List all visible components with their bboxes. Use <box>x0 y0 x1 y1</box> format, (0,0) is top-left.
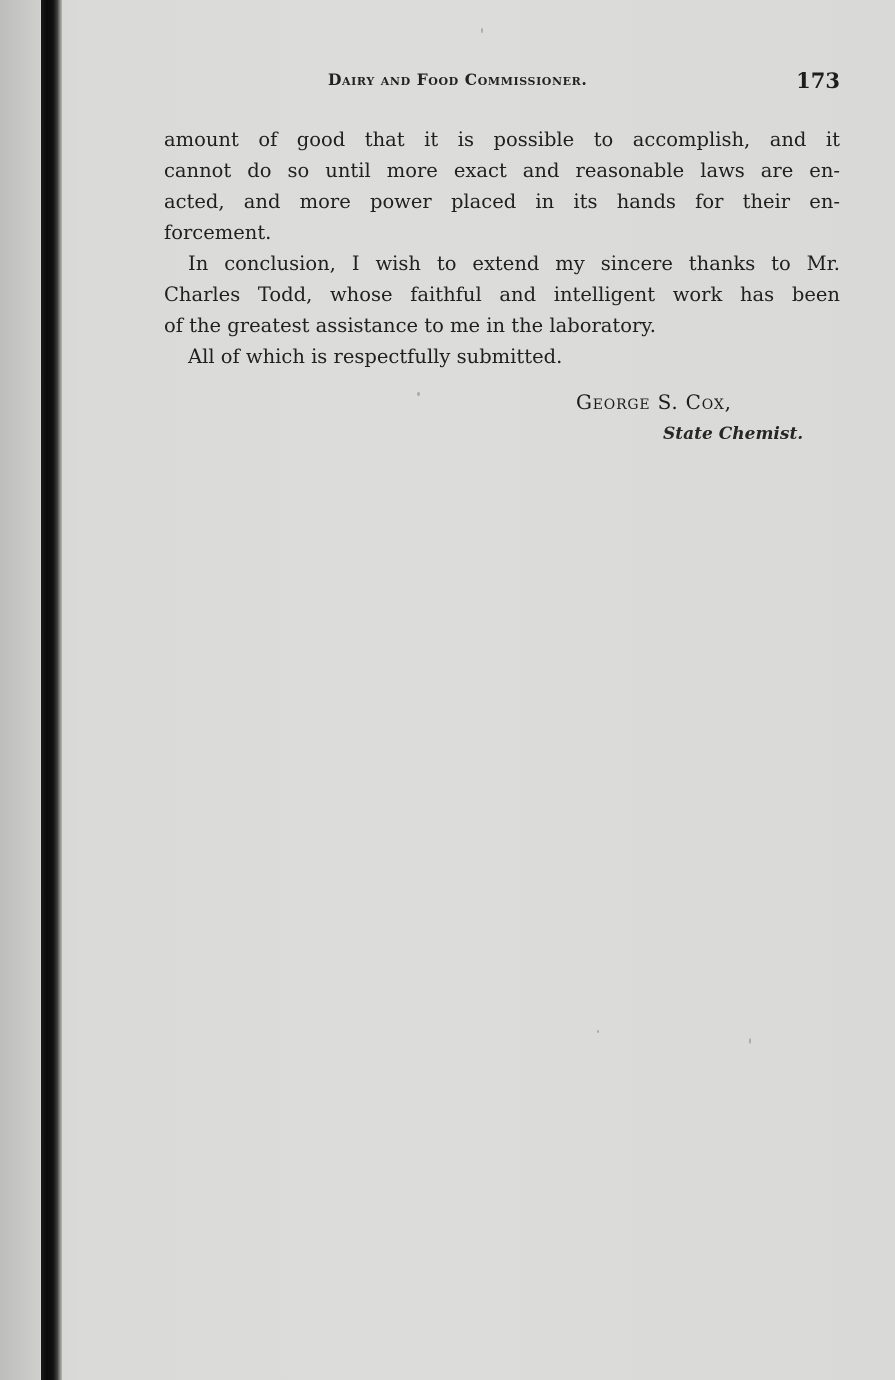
text-line: Charles Todd, whose faithful and intelligent work has been <box>164 283 840 306</box>
signatory-title: State Chemist. <box>663 424 804 444</box>
text-line: All of which is respectfully submitted. <box>188 345 563 368</box>
paper-speck <box>417 392 420 396</box>
paper-speck <box>749 1038 751 1044</box>
binding-edge <box>41 0 62 1380</box>
signature-block <box>576 390 836 450</box>
text-line: amount of good that it is possible to accomplish, and it <box>164 128 840 151</box>
body-text <box>164 124 840 372</box>
text-line: acted, and more power placed in its hands for their en- <box>164 190 840 213</box>
text-line: of the greatest assistance to me in the laboratory. <box>164 314 656 337</box>
text-line: forcement. <box>164 221 272 244</box>
gutter-shadow <box>0 0 40 1380</box>
signatory-name: George S. Cox, <box>576 390 732 414</box>
text-line: In conclusion, I wish to extend my sincere thanks to Mr. <box>188 252 840 275</box>
running-head <box>164 68 840 98</box>
paper-speck <box>597 1030 599 1033</box>
paper-speck <box>481 28 483 33</box>
text-line: cannot do so until more exact and reasonable laws are en- <box>164 159 840 182</box>
running-title: Dairy and Food Commissioner. <box>328 70 588 89</box>
page-number: 173 <box>796 68 840 93</box>
